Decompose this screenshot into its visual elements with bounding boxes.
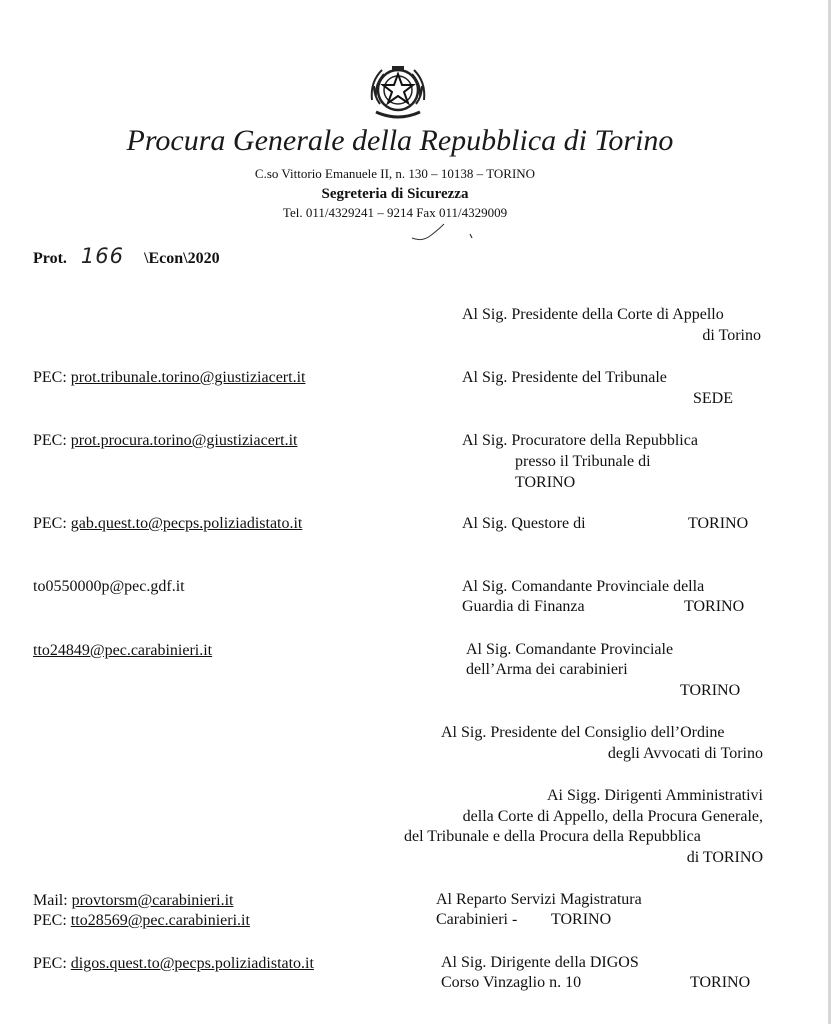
recipient-9-mail: Mail: provtorsm@carabinieri.it — [33, 892, 234, 909]
recipient-9-line1: Al Reparto Servizi Magistratura — [436, 891, 642, 908]
recipient-8-line2: della Corte di Appello, della Procura Generale, — [462, 808, 763, 825]
recipient-6-email[interactable]: tto24849@pec.carabinieri.it — [33, 642, 213, 659]
handwritten-mark — [408, 218, 478, 244]
pec-link[interactable]: digos.quest.to@pecps.poliziadistato.it — [70, 955, 314, 972]
recipient-9-pec: PEC: tto28569@pec.carabinieri.it — [33, 912, 250, 929]
recipient-2-line2: SEDE — [693, 390, 733, 407]
protocol-suffix: \Econ\2020 — [144, 250, 220, 267]
recipient-9-line2: Carabinieri - — [436, 911, 518, 928]
recipient-10-city: TORINO — [690, 974, 751, 991]
protocol-line — [33, 244, 220, 268]
office-title: Procura Generale della Repubblica di Torino — [126, 124, 674, 157]
recipient-6-line2: dell’Arma dei carabinieri — [466, 661, 628, 678]
recipient-4-city: TORINO — [688, 515, 749, 532]
recipient-2-pec: PEC: prot.tribunale.torino@giustiziacert.it — [33, 369, 306, 386]
office-address: C.so Vittorio Emanuele II, n. 130 – 10138 – TORINO — [254, 166, 536, 181]
recipient-3-pec: PEC: prot.procura.torino@giustiziacert.it — [33, 432, 298, 449]
recipient-7-line2: degli Avvocati di Torino — [607, 745, 763, 762]
recipient-5-line2: Guardia di Finanza — [462, 598, 585, 615]
protocol-label: Prot. — [33, 250, 67, 267]
protocol-number: 166 — [80, 244, 125, 268]
recipient-8-line1: Ai Sigg. Dirigenti Amministrativi — [547, 787, 763, 804]
recipient-6-city: TORINO — [680, 682, 741, 699]
recipient-10-line2: Corso Vinzaglio n. 10 — [441, 974, 582, 991]
recipient-4-pec: PEC: gab.quest.to@pecps.poliziadistato.it — [33, 515, 303, 532]
recipient-5-line1: Al Sig. Comandante Provinciale della — [462, 578, 705, 595]
recipient-2-line1: Al Sig. Presidente del Tribunale — [462, 369, 667, 386]
recipient-4-line1: Al Sig. Questore di — [462, 515, 586, 532]
recipient-3-line1: Al Sig. Procuratore della Repubblica — [462, 432, 698, 449]
pec-link[interactable]: gab.quest.to@pecps.poliziadistato.it — [70, 515, 303, 532]
office-contacts: Tel. 011/4329241 – 9214 Fax 011/4329009 — [282, 205, 508, 220]
recipient-10-line1: Al Sig. Dirigente della DIGOS — [441, 954, 639, 971]
recipient-3-line2: presso il Tribunale di — [515, 453, 651, 470]
recipient-1-line1: Al Sig. Presidente della Corte di Appello — [462, 306, 724, 323]
pec-link[interactable]: prot.tribunale.torino@giustiziacert.it — [70, 369, 306, 386]
recipient-7-line1: Al Sig. Presidente del Consiglio dell’Ordine — [441, 724, 725, 741]
recipient-1-line2: di Torino — [702, 327, 761, 344]
recipient-8-line3: del Tribunale e della Procura della Repubblica — [404, 828, 701, 845]
recipient-10-pec: PEC: digos.quest.to@pecps.poliziadistato.it — [33, 955, 314, 972]
recipient-5-email[interactable]: to0550000p@pec.gdf.it — [33, 578, 185, 595]
recipient-9-city: TORINO — [551, 911, 612, 928]
mail-link[interactable]: provtorsm@carabinieri.it — [71, 892, 234, 909]
recipient-5-city: TORINO — [684, 598, 745, 615]
pec-link[interactable]: prot.procura.torino@giustiziacert.it — [70, 432, 298, 449]
pec-link[interactable]: tto28569@pec.carabinieri.it — [70, 912, 250, 929]
recipient-8-line4: di TORINO — [686, 849, 763, 866]
department-name: Segreteria di Sicurezza — [321, 186, 469, 202]
recipient-6-line1: Al Sig. Comandante Provinciale — [466, 641, 674, 658]
republic-emblem-icon — [362, 56, 434, 128]
recipient-3-line3: TORINO — [515, 474, 576, 491]
